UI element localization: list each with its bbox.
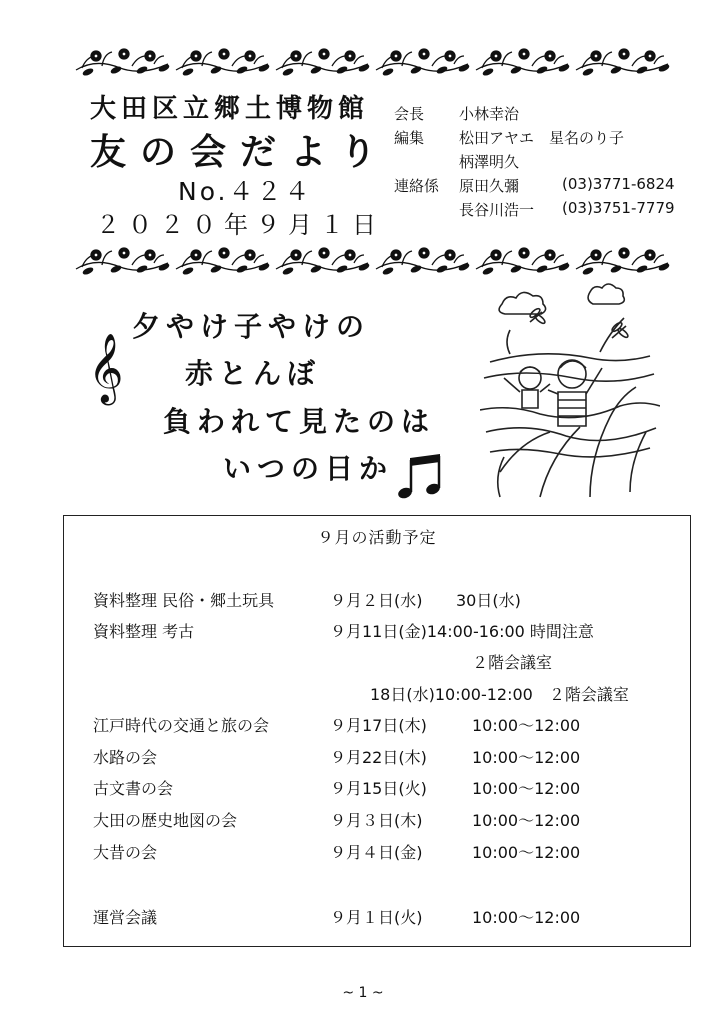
- activity-name: 水路の会: [93, 748, 158, 767]
- floral-border-top: [72, 44, 672, 78]
- floral-motif-icon: [576, 248, 669, 275]
- activity-name: 江戸時代の交通と旅の会: [93, 716, 270, 735]
- song-line-4: いつの日か: [223, 452, 394, 485]
- issue-number: No.４２４: [178, 177, 313, 206]
- activity-time: 10:00～12:00: [472, 779, 581, 798]
- music-notes-icon: [392, 452, 446, 504]
- schedule-row: [64, 682, 690, 708]
- contact-1-name: 原田久彌: [459, 177, 520, 195]
- song-line-1: 夕やけ子やけの: [132, 310, 371, 343]
- activity-date: 18日(水)10:00-12:00 ２階会議室: [370, 685, 629, 704]
- activity-time: 10:00～12:00: [472, 748, 581, 767]
- schedule-row: [64, 588, 690, 614]
- schedule-row: [64, 776, 690, 802]
- activity-location: ２階会議室: [472, 653, 553, 672]
- floral-border-icon: [72, 243, 672, 277]
- floral-motif-icon: [576, 49, 669, 76]
- museum-name: 大田区立郷土博物館: [90, 94, 370, 124]
- issue-date: ２０２０年９月１日: [96, 211, 384, 239]
- activity-date: ９月１日(火): [330, 908, 423, 927]
- schedule-row: [64, 713, 690, 739]
- floral-motif-icon: [276, 49, 369, 76]
- floral-motif-icon: [76, 248, 169, 275]
- activity-date: ９月３日(木): [330, 811, 423, 830]
- activity-time: 10:00～12:00: [472, 843, 581, 862]
- floral-border-icon: [72, 44, 672, 78]
- floral-motif-icon: [376, 49, 469, 76]
- activity-date: ９月15日(火): [330, 779, 427, 798]
- schedule-row: [64, 745, 690, 771]
- contact-2-name: 長谷川浩一: [459, 201, 535, 219]
- schedule-title: ９月の活動予定: [317, 528, 437, 547]
- activity-date: ９月４日(金): [330, 843, 423, 862]
- song-line-3: 負われて見たのは: [163, 405, 436, 438]
- chair-name: 小林幸治: [459, 105, 520, 123]
- contact-2-phone: (03)3751-7779: [562, 199, 675, 217]
- activity-time: 10:00～12:00: [472, 908, 581, 927]
- schedule-row: [64, 619, 690, 645]
- floral-motif-icon: [276, 248, 369, 275]
- contact-label: 連絡係: [394, 177, 440, 195]
- floral-border-bottom: [72, 243, 672, 277]
- editor-names: 松田アヤエ 星名のり子: [459, 129, 625, 147]
- floral-motif-icon: [176, 49, 269, 76]
- chair-label: 会長: [394, 105, 425, 123]
- activity-name: 運営会議: [93, 908, 158, 927]
- schedule-row: [64, 650, 690, 676]
- page-number: ~ 1 ~: [342, 985, 384, 1001]
- activity-date: ９月２日(水): [330, 591, 423, 610]
- newsletter-title: 友の会だより: [90, 131, 391, 173]
- activity-time: 10:00～12:00: [472, 811, 581, 830]
- floral-motif-icon: [476, 49, 569, 76]
- editor-label: 編集: [394, 129, 425, 147]
- activity-name: 古文書の会: [93, 779, 174, 798]
- floral-motif-icon: [376, 248, 469, 275]
- floral-motif-icon: [476, 248, 569, 275]
- treble-clef-icon: 𝄞: [88, 333, 124, 403]
- schedule-row: [64, 840, 690, 866]
- floral-motif-icon: [176, 248, 269, 275]
- floral-motif-icon: [76, 49, 169, 76]
- activity-time: 10:00～12:00: [472, 716, 581, 735]
- activity-date: ９月17日(木): [330, 716, 427, 735]
- activity-name: 資料整理 民俗・郷土玩具: [93, 591, 275, 610]
- song-line-2: 赤とんぼ: [185, 357, 322, 390]
- children-illustration: [480, 282, 660, 502]
- schedule-row: [64, 905, 690, 931]
- activity-name: 資料整理 考古: [93, 622, 195, 641]
- activity-time: 30日(水): [456, 591, 521, 610]
- schedule-row: [64, 808, 690, 834]
- schedule-box: [63, 515, 691, 947]
- editor-names-2: 柄澤明久: [459, 153, 520, 171]
- activity-name: 大田の歴史地図の会: [93, 811, 238, 830]
- activity-date: ９月11日(金)14:00-16:00 時間注意: [330, 622, 594, 641]
- contact-1-phone: (03)3771-6824: [562, 175, 675, 193]
- activity-name: 大昔の会: [93, 843, 158, 862]
- activity-date: ９月22日(木): [330, 748, 427, 767]
